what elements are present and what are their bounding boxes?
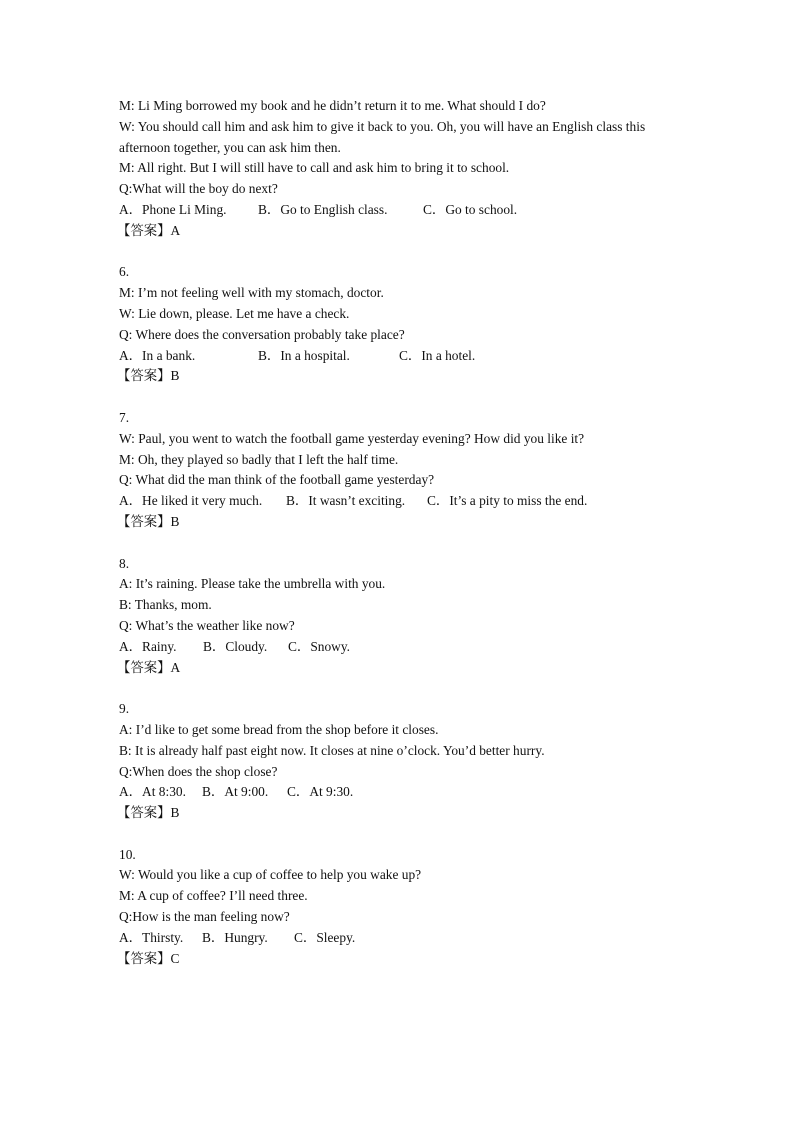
option-c: C．It’s a pity to miss the end. [427, 493, 588, 509]
answer-key: 【答案】B [117, 368, 180, 384]
question-line: Q:What will the boy do next? [119, 181, 278, 197]
spacer [119, 387, 719, 408]
question-line: Q:How is the man feeling now? [119, 909, 290, 925]
answer-options [119, 782, 719, 803]
dialogue-line: W: Paul, you went to watch the football game yesterday evening? How did you like it? [119, 430, 585, 446]
question-5 [119, 96, 719, 242]
question-8 [119, 554, 719, 679]
question-line: Q: Where does the conversation probably take place? [119, 326, 405, 342]
dialogue-line: A: It’s raining. Please take the umbrella with you. [119, 576, 386, 592]
dialogue-line: W: You should call him and ask him to give it back to you. Oh, you will have an English class this [119, 118, 646, 134]
question-number: 10. [119, 846, 136, 862]
answer-options [119, 928, 719, 949]
option-c: C．Snowy. [288, 638, 351, 654]
question-number: 6. [119, 264, 130, 280]
option-b: B．Cloudy. [203, 638, 268, 654]
option-c: C．At 9:30. [287, 784, 354, 800]
answer-options [119, 637, 719, 658]
answer-key: 【答案】A [117, 659, 181, 675]
option-a: A．At 8:30. [119, 784, 186, 800]
option-b: B．It wasn’t exciting. [286, 493, 406, 509]
option-b: B．In a hospital. [258, 347, 350, 363]
answer-options [119, 491, 719, 512]
option-a: A．Phone Li Ming. [119, 201, 227, 217]
answer-key: 【答案】B [117, 513, 180, 529]
dialogue-line: M: I’m not feeling well with my stomach, doctor. [119, 285, 384, 301]
dialogue-line: B: It is already half past eight now. It closes at nine o’clock. You’d better hurry. [119, 742, 545, 758]
dialogue-line: B: Thanks, mom. [119, 597, 212, 613]
question-6 [119, 262, 719, 387]
document-page [119, 96, 719, 969]
option-b: B．At 9:00. [202, 784, 269, 800]
option-a: A．In a bank. [119, 347, 196, 363]
dialogue-line: M: All right. But I will still have to call and ask him to bring it to school. [119, 160, 510, 176]
answer-options [119, 200, 719, 221]
question-line: Q: What did the man think of the football game yesterday? [119, 472, 435, 488]
dialogue-line: M: A cup of coffee? I’ll need three. [119, 888, 308, 904]
question-number: 8. [119, 555, 130, 571]
option-c: C．Go to school. [423, 201, 518, 217]
dialogue-line: W: Would you like a cup of coffee to help you wake up? [119, 867, 422, 883]
spacer [119, 242, 719, 263]
dialogue-line: A: I’d like to get some bread from the shop before it closes. [119, 721, 439, 737]
dialogue-line: W: Lie down, please. Let me have a check. [119, 305, 350, 321]
spacer [119, 533, 719, 554]
option-b: B．Hungry. [202, 929, 268, 945]
answer-key: 【答案】A [117, 222, 181, 238]
dialogue-line: afternoon together, you can ask him then. [119, 139, 341, 155]
question-line: Q:When does the shop close? [119, 763, 278, 779]
option-b: B．Go to English class. [258, 201, 388, 217]
option-c: C．Sleepy. [294, 929, 356, 945]
dialogue-line: M: Li Ming borrowed my book and he didn’t return it to me. What should I do? [119, 98, 546, 113]
question-number: 9. [119, 701, 130, 717]
question-10 [119, 845, 719, 970]
answer-options [119, 346, 719, 367]
option-a: A．He liked it very much. [119, 493, 263, 509]
answer-key: 【答案】C [117, 950, 180, 966]
question-line: Q: What’s the weather like now? [119, 617, 295, 633]
answer-key: 【答案】B [117, 805, 180, 821]
spacer [119, 824, 719, 845]
question-number: 7. [119, 409, 130, 425]
question-7 [119, 408, 719, 533]
question-9 [119, 699, 719, 824]
option-a: A．Thirsty. [119, 929, 184, 945]
dialogue-line: M: Oh, they played so badly that I left the half time. [119, 451, 399, 467]
option-c: C．In a hotel. [399, 347, 476, 363]
spacer [119, 678, 719, 699]
option-a: A．Rainy. [119, 638, 177, 654]
